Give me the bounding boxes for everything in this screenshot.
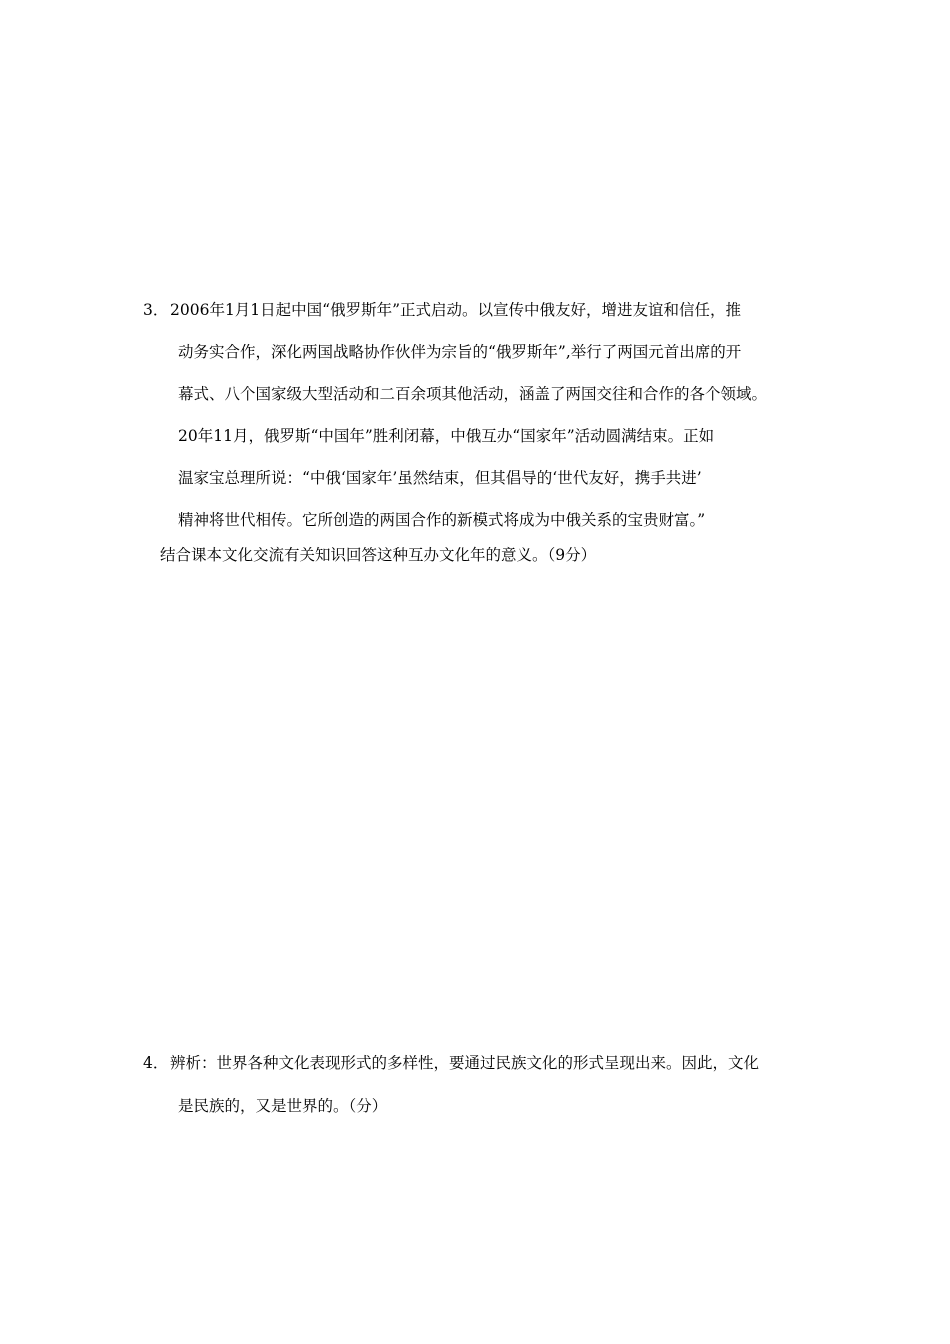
question-text-line: 辨析：世界各种文化表现形式的多样性，要通过民族文化的形式呈现出来。因此，文化 bbox=[170, 1054, 760, 1072]
question-text-line: 20年11月，俄罗斯“中国年”胜利闭幕，中俄互办“国家年”活动圆满结束。正如 bbox=[178, 427, 715, 445]
question-text-line: 温家宝总理所说：“中俄‘国家年’虽然结束，但其倡导的‘世代友好，携手共进’ bbox=[178, 469, 702, 487]
question-text-line: 2006年1月1日起中国“俄罗斯年”正式启动。以宣传中俄友好，增进友谊和信任，推 bbox=[170, 301, 742, 319]
question-text-line: 动务实合作，深化两国战略协作伙伴为宗旨的“俄罗斯年”,举行了两国元首出席的开 bbox=[178, 343, 742, 361]
question-text-line: 是民族的，又是世界的。（分） bbox=[178, 1097, 388, 1115]
question-text-line: 幕式、八个国家级大型活动和二百余项其他活动，涵盖了两国交往和合作的各个领域。 bbox=[178, 385, 768, 403]
question-number: 4． bbox=[143, 1054, 169, 1072]
question-prompt: 结合课本文化交流有关知识回答这种互办文化年的意义。（9分） bbox=[160, 546, 597, 564]
question-text-line: 精神将世代相传。它所创造的两国合作的新模式将成为中俄关系的宝贵财富。” bbox=[178, 511, 706, 529]
question-number: 3． bbox=[143, 301, 169, 319]
